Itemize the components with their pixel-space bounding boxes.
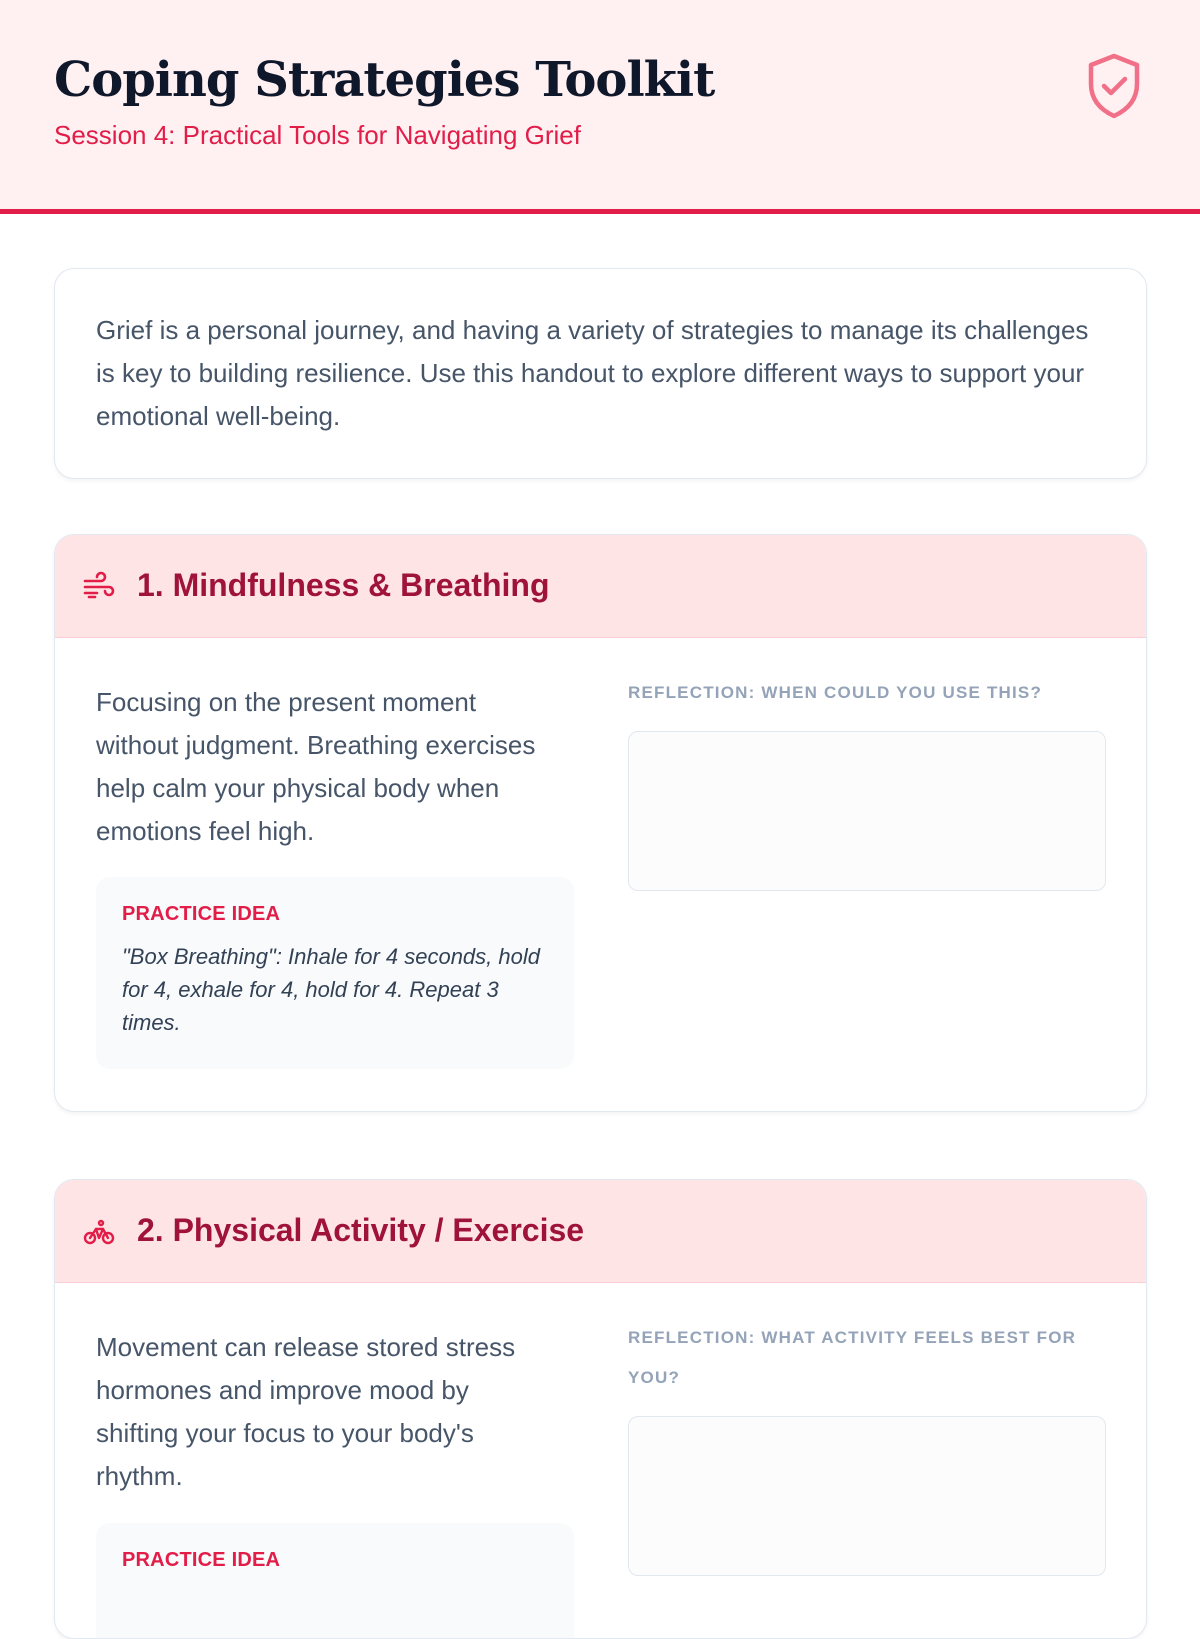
intro-card	[54, 268, 1147, 479]
section-description: Focusing on the present moment without judgment. Breathing exercises help calm your physical body when emotions feel high.	[96, 687, 536, 846]
shield-check-icon	[1084, 52, 1144, 120]
section-physical-activity	[54, 1179, 1147, 1639]
section-header	[55, 1180, 1146, 1283]
reflection-input[interactable]	[628, 1416, 1106, 1576]
section-description: Movement can release stored stress hormones and improve mood by shifting your focus to your body's rhythm.	[96, 1332, 516, 1491]
page-title: Coping Strategies Toolkit	[54, 52, 715, 108]
practice-idea-text: "Box Breathing": Inhale for 4 seconds, hold for 4, exhale for 4, hold for 4. Repeat 3 times.	[122, 944, 540, 1035]
intro-text: Grief is a personal journey, and having a variety of strategies to manage its challenges is key to building resilience. Use this handout to explore different ways to support your emotional well-being.	[96, 315, 1089, 431]
page-header	[0, 0, 1200, 214]
bicycle-icon	[83, 1216, 115, 1248]
practice-idea-box	[96, 877, 574, 1069]
section-title: 2. Physical Activity / Exercise	[137, 1212, 585, 1248]
reflection-input[interactable]	[628, 731, 1106, 891]
practice-idea-label: PRACTICE IDEA	[122, 1549, 281, 1571]
practice-idea-box	[96, 1523, 574, 1639]
practice-idea-label: PRACTICE IDEA	[122, 903, 281, 925]
reflection-label: REFLECTION: WHEN COULD YOU USE THIS?	[628, 683, 1043, 702]
section-mindfulness	[54, 534, 1147, 1112]
wind-icon	[83, 571, 115, 603]
page-subtitle: Session 4: Practical Tools for Navigating Grief	[54, 120, 581, 150]
reflection-label: REFLECTION: WHAT ACTIVITY FEELS BEST FOR YOU?	[628, 1328, 1077, 1387]
section-title: 1. Mindfulness & Breathing	[137, 567, 550, 603]
section-header	[55, 535, 1146, 638]
